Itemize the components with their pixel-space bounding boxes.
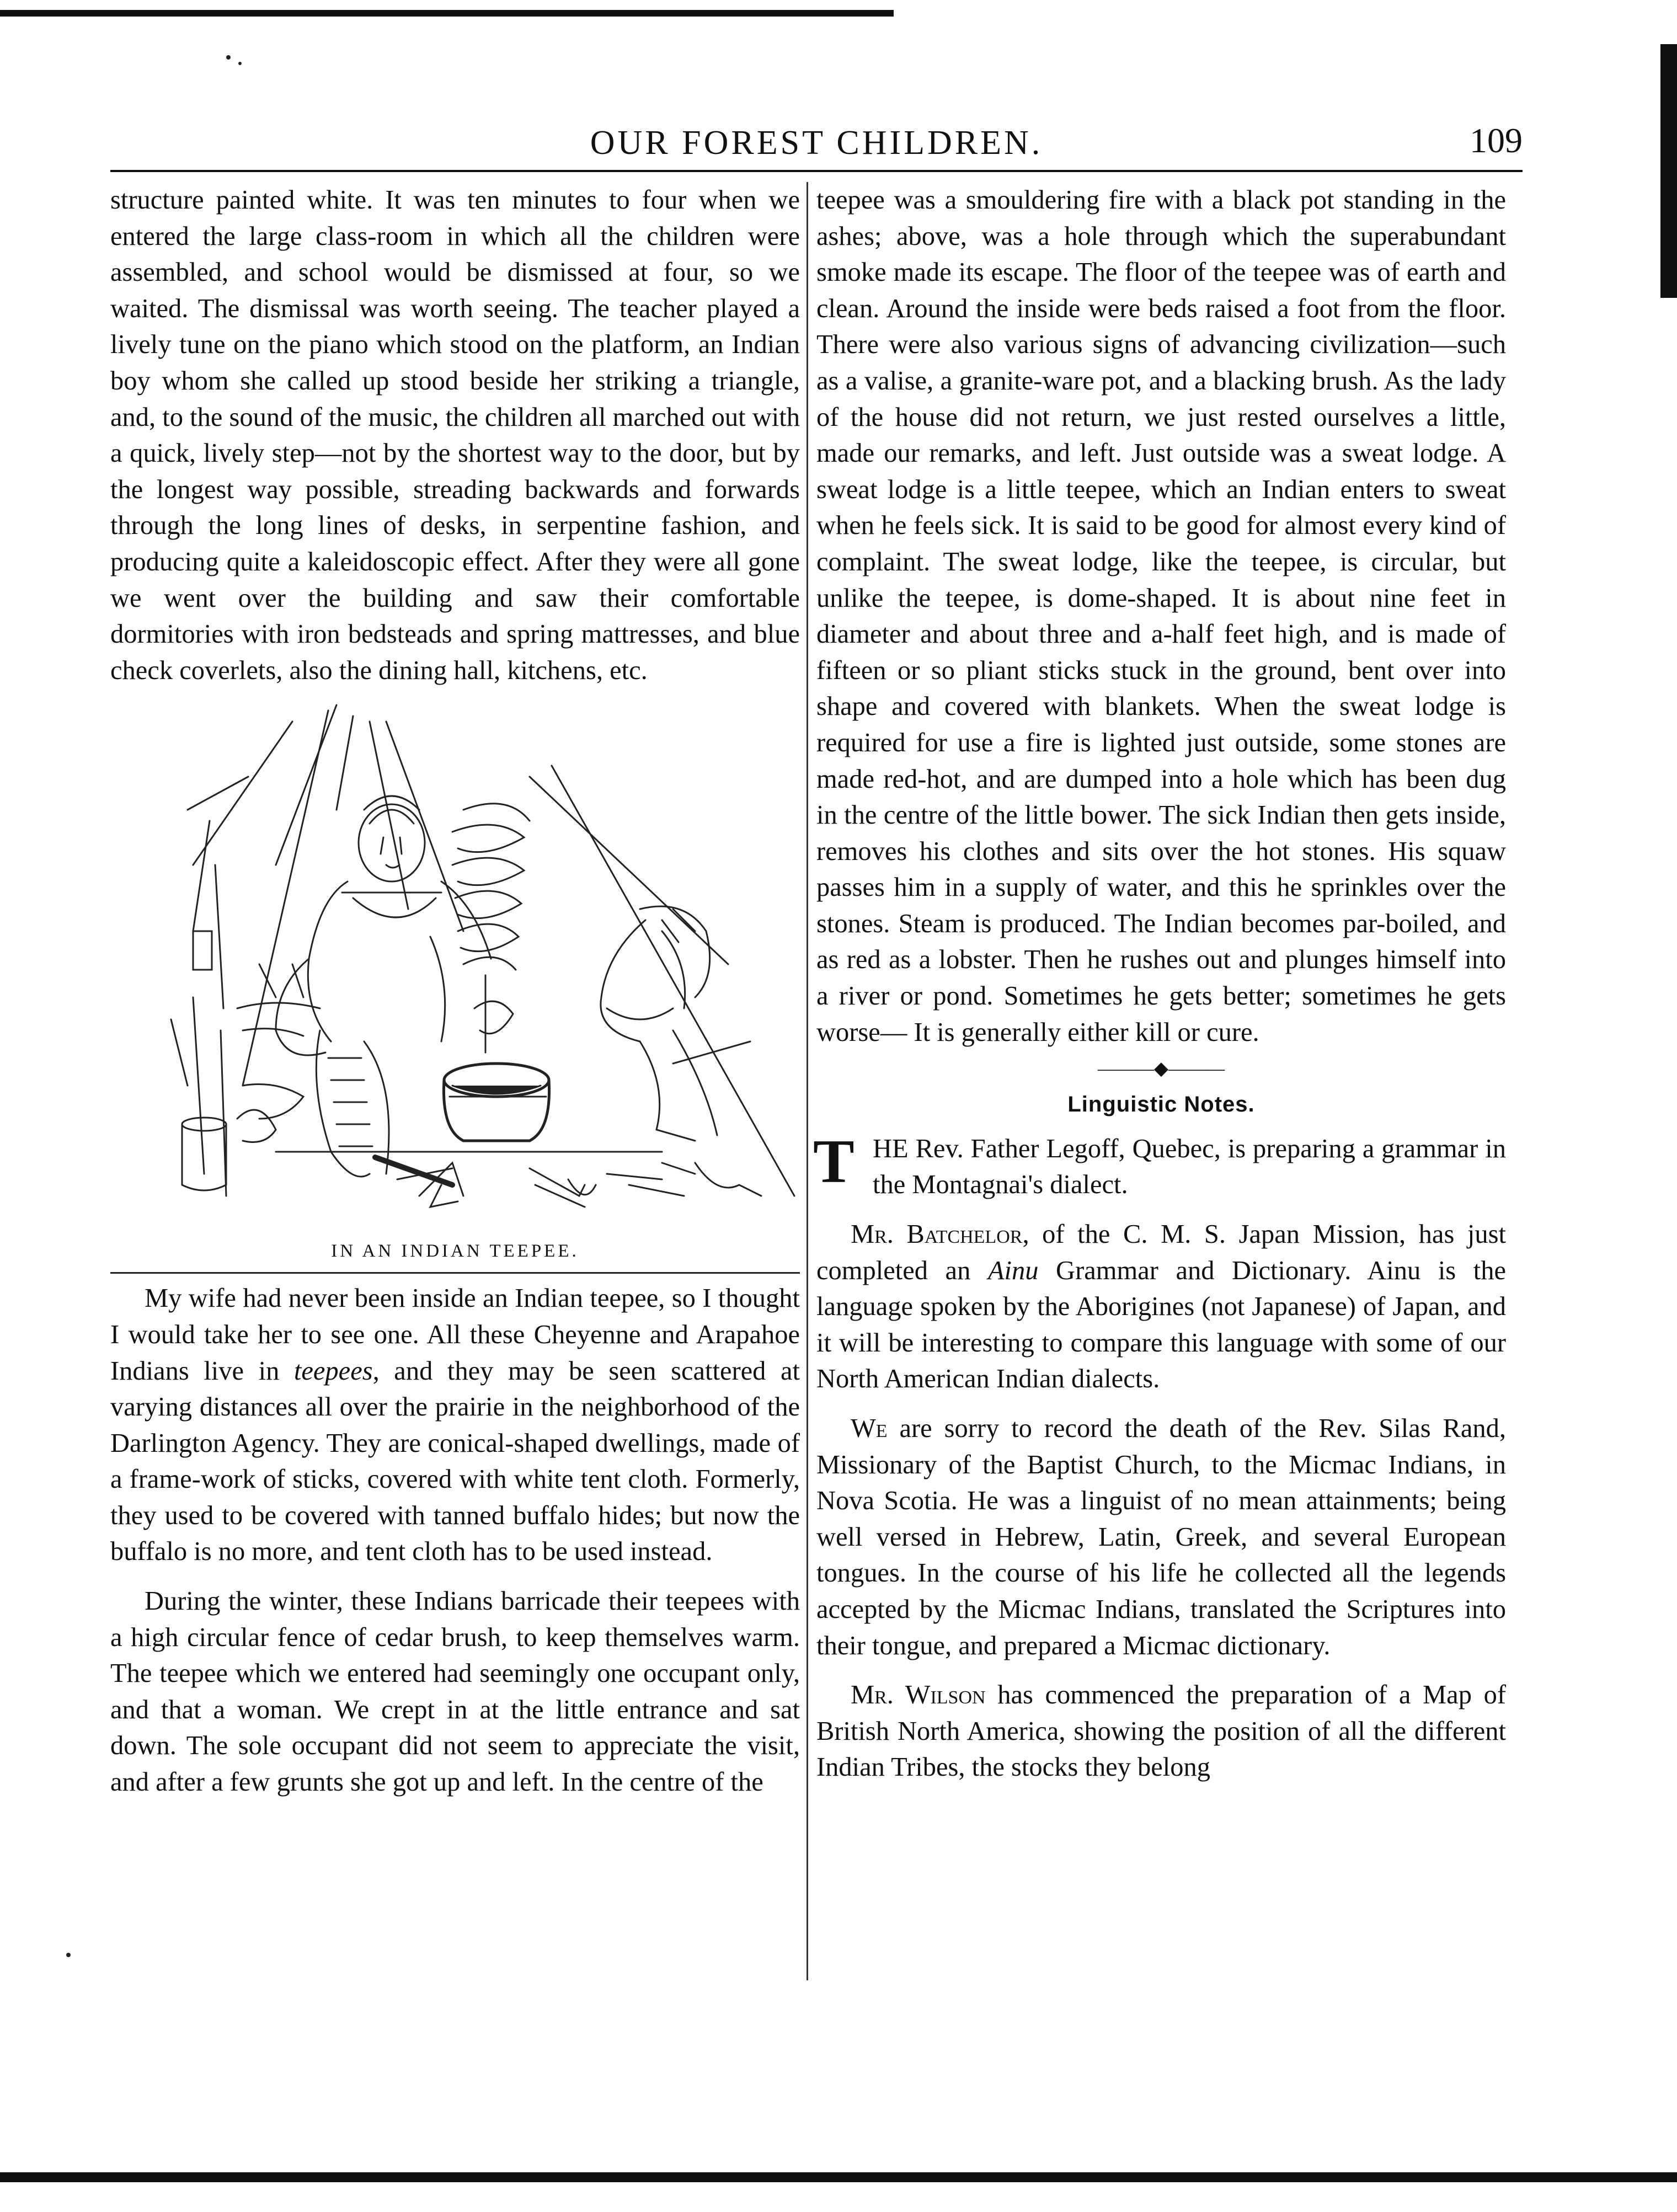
note-batchelor (816, 1216, 1506, 1397)
paragraph-winter: During the winter, these Indians barricade their teepees with a high circular fence of cedar brush, to keep themselves warm. The teepee which we entered had seemingly one occupant only, and that a woman. We crept in at the little entrance and sat down. The sole occupant did not seem to appreciate the visit, and after a few grunts she got up and left. In the centre of the (110, 1586, 800, 1797)
teepee-pole (276, 705, 337, 865)
section-heading-linguistic-notes: Linguistic Notes. (1067, 1092, 1255, 1117)
bottom-edge-rule (0, 2172, 1677, 2182)
note-text: has commenced the preparation of a Map of British North America, showing the position of all the different Indian Tribes, the stocks they belong (816, 1680, 1506, 1782)
right-edge-bar (1660, 44, 1677, 298)
paragraph-gap (816, 1203, 1506, 1216)
figure-rule (110, 1272, 800, 1274)
page-speck (238, 62, 242, 65)
paragraph-dismissal: structure painted white. It was ten minutes to four when we entered the large class-room in which all the children were assembled, and school would be dismissed at four, so we waited. The dismissal was worth seeing. The teacher played a lively tune on the piano which stood on the platform, an Indian boy whom she called up stood beside her striking a triangle, and, to the sound of the music, the children all marched out with a quick, lively step—not by the shortest way to the door, but by the longest way possible, streading backwards and forwards through the long lines of desks, in serpentine fashion, and producing quite a kaleidoscopic effect. After they were all gone we went over the building and saw their comfortable dormitories with iron bedsteads and spring mattresses, and blue check coverlets, also the dining hall, kitchens, etc. (110, 185, 800, 685)
teepee-pole (337, 716, 353, 810)
teepee-pole (193, 722, 292, 865)
note-wilson (816, 1677, 1506, 1786)
teepee-pole (386, 722, 463, 931)
running-title: OUR FOREST CHILDREN. (590, 124, 1043, 162)
note-lead-word: We (851, 1414, 888, 1443)
note-text: , of the C. M. S. Japan Mission, has just completed an (816, 1220, 1506, 1285)
paragraph-gap (816, 1664, 1506, 1677)
top-edge-rule (0, 10, 894, 17)
note-text: HE Rev. Father Legoff, Quebec, is preparing a grammar in the Montagnai's dialect. (873, 1134, 1506, 1200)
section-ornament: ———◆——— (1097, 1059, 1225, 1080)
note-text: are sorry to record the death of the Rev. Silas Rand, Missionary of the Baptist Church, to the Micmac Indians, in Nova Scotia. He was a linguist of no mean attainments; being well versed in Hebrew, Latin, Greek, and several European tongues. In the course of his life he collected all the legends accepted by the Micmac Indians, translated the Scriptures into their tongue, and prepared a Micmac dictionary. (816, 1414, 1506, 1660)
paragraph-sweat-lodge: teepee was a smouldering fire with a black pot standing in the ashes; above, was a hole through which the superabundant smoke made its escape. The floor of the teepee was of earth and clean. Around the inside were beds raised a foot from the floor. There were also various signs of advancing civilization—such as a valise, a granite-ware pot, and a blacking brush. As the lady of the house did not return, we just rested ourselves a little, made our remarks, and left. Just outside was a sweat lodge. A sweat lodge is a little teepee, which an Indian enters to sweat when he feels sick. It is said to be good for almost every kind of complaint. The sweat lodge, like the teepee, is circular, but unlike the teepee, is dome-shaped. It is about nine feet in diameter and about three and a-half feet high, and is made of fifteen or so pliant sticks stuck in the ground, bent over into shape and covered with blankets. When the sweat lodge is required for use a fire is lighted just outside, some stones are made red-hot, and are dumped into a hole which has been dug in the centre of the little bower. The sick Indian then gets inside, removes his clothes and sits over the hot stones. His squaw passes him in a supply of water, and this he sprinkles over the stones. Steam is produced. The Indian becomes par-boiled, and as red as a lobster. Then he rushes out and plunges himself into a river or pond. Sometimes he gets better; sometimes he gets worse— It is generally either kill or cure. (816, 185, 1506, 1047)
emphasis-teepees: teepees (293, 1356, 373, 1386)
page-number: 109 (1470, 121, 1523, 160)
teepee-illustration-figure (110, 699, 800, 1268)
running-head (110, 120, 1523, 170)
paragraph-teepees (110, 1280, 800, 1570)
page-speck (66, 1953, 71, 1957)
teepee-illustration (110, 699, 800, 1229)
woman-head (359, 804, 425, 881)
right-column (813, 182, 1506, 1786)
paragraph-text: , and they may be seen scattered at varying distances all over the prairie in the neighborhood of the Darlington Agency. They are conical-shaped dwellings, made of a frame-work of sticks, covered with white tent cloth. Formerly, they used to be covered with tanned buffalo hides; but now the buffalo is no more, and tent cloth has to be used instead. (110, 1356, 800, 1567)
note-legoff (813, 1127, 1506, 1203)
figure-caption: IN AN INDIAN TEEPEE. (331, 1241, 579, 1262)
teepee-pole (188, 777, 248, 810)
paragraph-text: My wife had never been inside an Indian teepee, so I thought I would take her to see one. All these Cheyenne and Arapahoe Indians live in (110, 1284, 800, 1386)
note-lead-name: Mr. Wilson (851, 1680, 986, 1710)
paragraph-gap (816, 1397, 1506, 1410)
note-rand (816, 1410, 1506, 1664)
column-divider (807, 182, 808, 1980)
emphasis-ainu: Ainu (987, 1255, 1039, 1285)
header-rule (110, 170, 1523, 172)
note-text: Grammar and Dictionary. Ainu is the language spoken by the Aborigines (not Japanese) of Japan, and it will be interesting to compare this language with some of our North American Indian dialects. (816, 1255, 1506, 1394)
paragraph-gap (110, 1570, 800, 1583)
page-speck (226, 55, 231, 60)
drop-cap: T (813, 1127, 854, 1196)
teepee-pole (552, 766, 794, 1196)
note-lead-name: Mr. Batchelor (851, 1220, 1023, 1249)
left-column (110, 182, 800, 1800)
